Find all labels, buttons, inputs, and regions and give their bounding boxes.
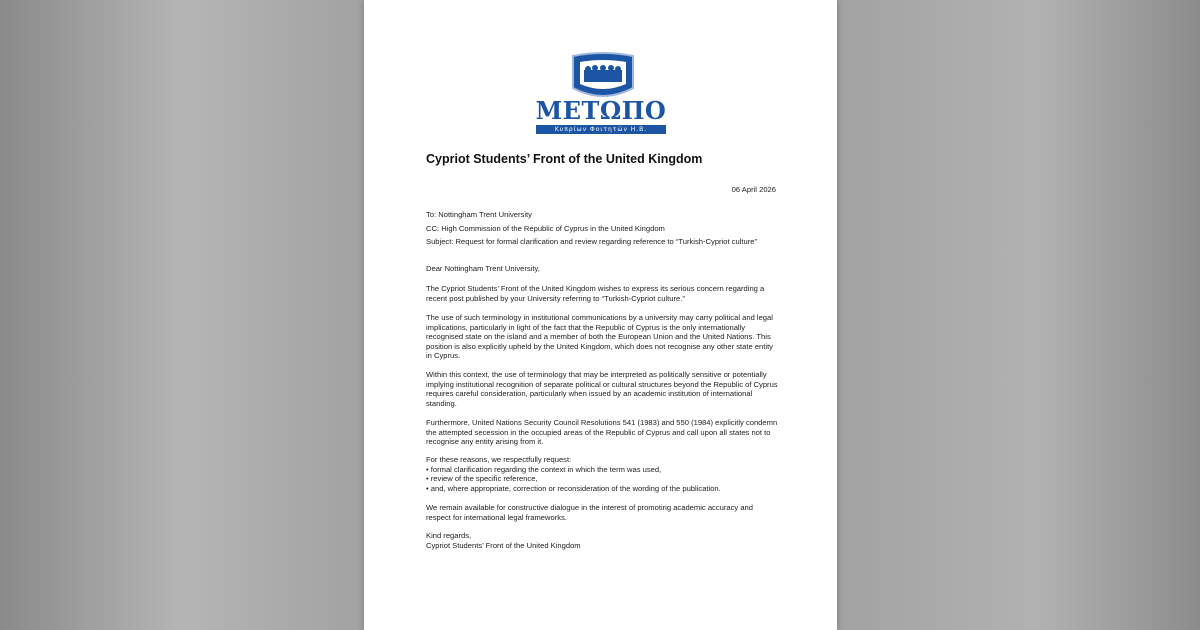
to-line: To: Nottingham Trent University (426, 210, 532, 219)
background-left (0, 0, 364, 630)
metopo-logo (534, 52, 668, 134)
request-intro: For these reasons, we respectfully request: (426, 455, 572, 464)
letter-date: 06 April 2026 (731, 185, 776, 194)
request-list (426, 455, 778, 493)
closing: Kind regards, (426, 531, 472, 540)
background-right (837, 0, 1200, 630)
sign-off (426, 531, 778, 550)
address-block (426, 210, 778, 247)
shield-emblem-icon (570, 52, 636, 100)
list-item: • and, where appropriate, correction or reconsideration of the wording of the publication. (426, 483, 721, 493)
organisation-heading: Cypriot Students’ Front of the United Kingdom (426, 152, 703, 166)
subject-line: Subject: Request for formal clarification and review regarding reference to “Turkish-Cypriot culture” (426, 237, 758, 247)
paragraph-context: Within this context, the use of terminology that may be interpreted as politically sensitive or potentially implying institutional recognition of separate political or cultural structures beyond the Republic of Cyprus requires careful consideration, particularly when issued by an academic institution of international standing. (426, 370, 778, 408)
paragraph-concern: The Cypriot Students’ Front of the United Kingdom wishes to express its serious concern regarding a recent post published by your University referring to “Turkish-Cypriot culture.” (426, 284, 765, 303)
paragraph-implications: The use of such terminology in institutional communications by a university may carry political and legal implications, particularly in light of the fact that the Republic of Cyprus is the only internationally recognised state on the island and a member of both the European Union and the United Nations. This position is also explicitly upheld by the United Kingdom, which does not recognise any other state entity in Cyprus. (426, 313, 773, 361)
cc-line: CC: High Commission of the Republic of Cyprus in the United Kingdom (426, 223, 665, 233)
list-item: • review of the specific reference, (426, 474, 538, 484)
list-item: • formal clarification regarding the context in which the term was used, (426, 464, 662, 474)
salutation: Dear Nottingham Trent University, (426, 264, 540, 273)
logo-subtitle: Κυπρίων Φοιτητών Η.Β. (536, 125, 666, 134)
signature: Cypriot Students’ Front of the United Kingdom (426, 540, 581, 550)
paragraph-un-resolutions: Furthermore, United Nations Security Council Resolutions 541 (1983) and 550 (1984) explicitly condemn the attempted secession in the occupied areas of the Republic of Cyprus and call upon all states not to recognise any entity arising from it. (426, 418, 778, 447)
paragraph-dialogue: We remain available for constructive dialogue in the interest of promoting academic accuracy and respect for international legal frameworks. (426, 503, 753, 522)
logo-wordmark: ΜΕΤΩΠΟ (535, 96, 667, 125)
